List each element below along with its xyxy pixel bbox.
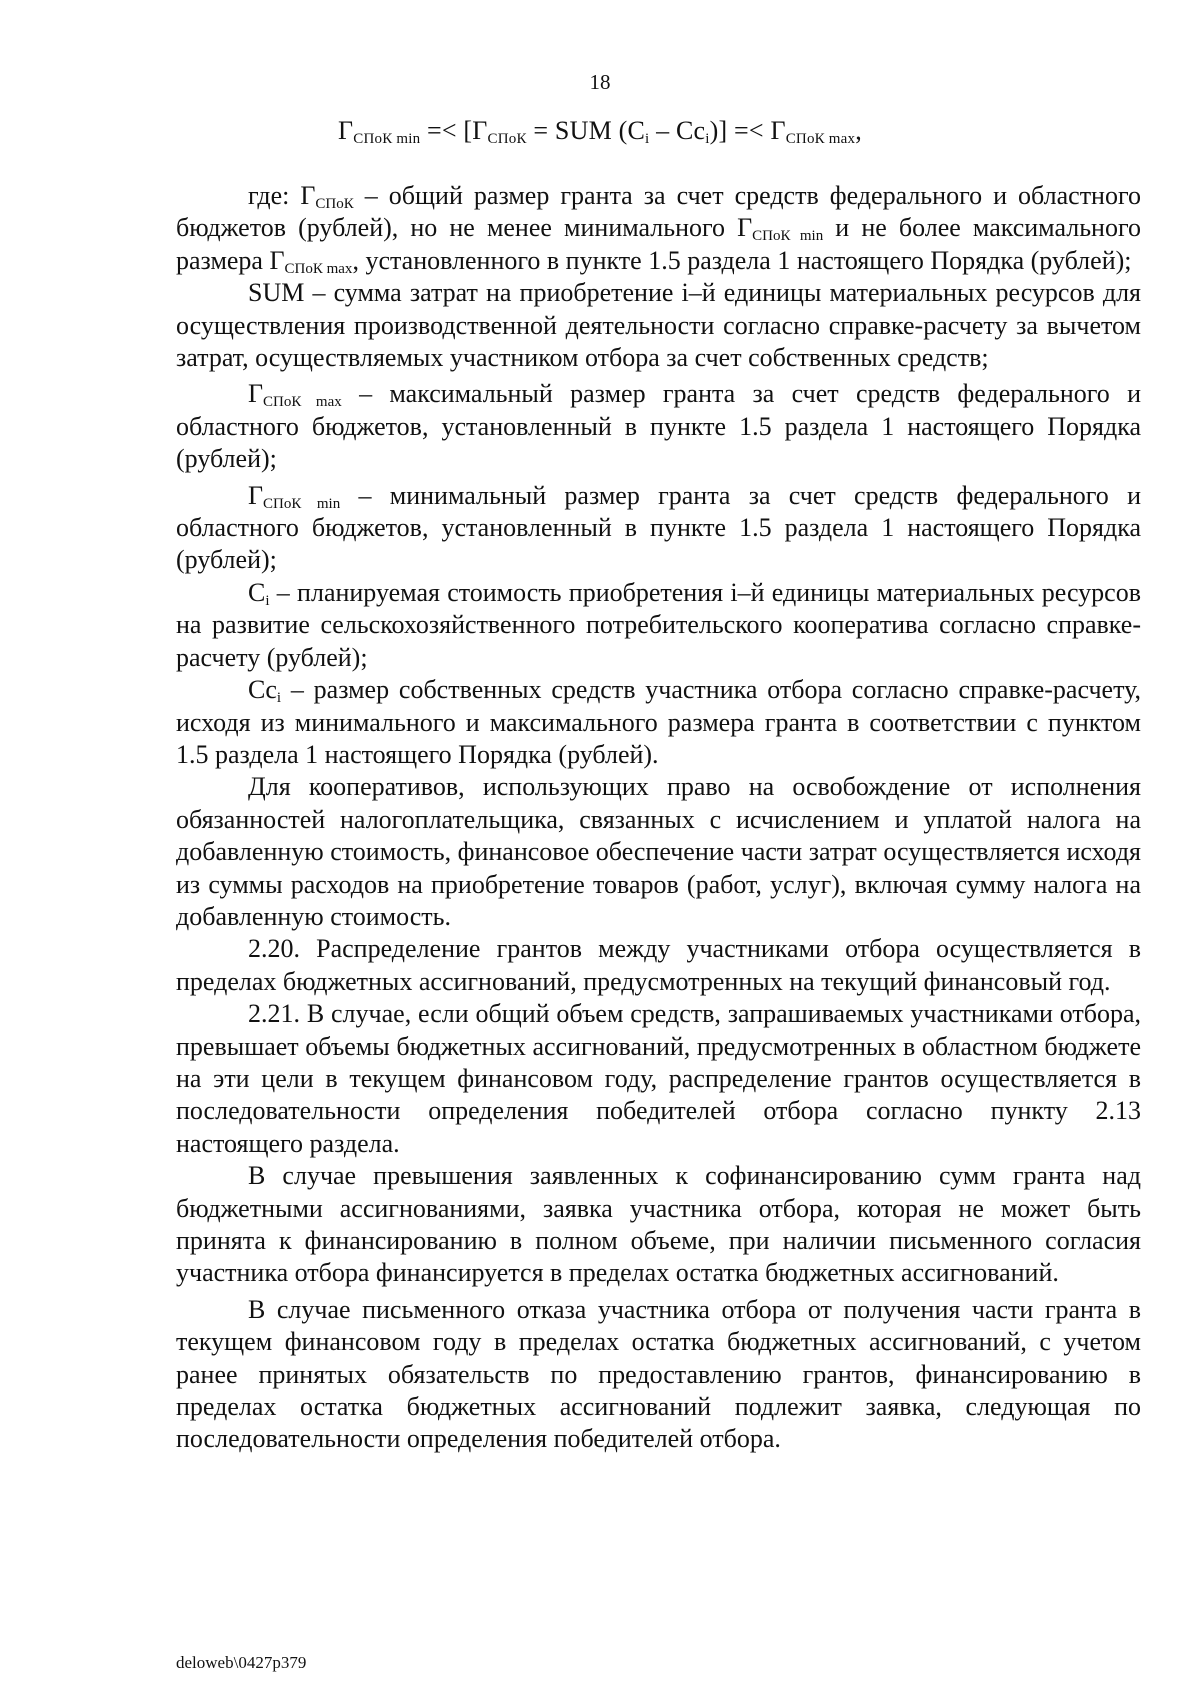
paragraph-vat: Для кооперативов, использующих право на освобождение от исполнения обязанностей налогоплательщика, связанных с исчислением и уплатой налога на добавленную стоимость, финансовое обеспечение части затрат осуществляется исходя из суммы расходов на приобретение товаров (работ, услуг), включая сумму налога на добавленную стоимость. [176, 772, 1141, 931]
document-body [176, 180, 1141, 1456]
definition-ci: $C_i$ – планируемая стоимость приобретения i–й единицы материальных ресурсов на развитие сельскохозяйственного потребительского кооператива согласно справке-расчету (рублей); [176, 577, 1141, 672]
document-footer-code: deloweb\0427p379 [176, 1653, 307, 1672]
definition-gspok-max: $Г_{СПоК max}$ – максимальный размер гранта за счет средств федерального и областного бюджетов, установленный в пункте 1.5 раздела 1 настоящего Порядка (рублей); [176, 379, 1141, 474]
paragraph-2-20: 2.20. Распределение грантов между участниками отбора осуществляется в пределах бюджетных ассигнований, предусмотренных на текущий финансовый год. [176, 934, 1141, 996]
paragraph-refusal: В случае письменного отказа участника отбора от получения части гранта в текущем финансовом году в пределах остатка бюджетных ассигнований, с учетом ранее принятых обязательств по предоставлению грантов, финансированию в пределах остатка бюджетных ассигнований подлежит заявка, следующая по последовательности определения победителей отбора. [176, 1294, 1141, 1454]
page-number: 18 [589, 70, 611, 94]
definition-cci: $Cc_i$ – размер собственных средств участника отбора согласно справке-расчету, исходя из минимального и максимального размера гранта в соответствии с пунктом 1.5 раздела 1 настоящего Порядка (рублей). [176, 675, 1141, 769]
grant-size-formula: $Г_{СПоК min} =< [Г_{СПоК}$ = SUM $(C_i - Cc_i)] =< Г_{СПоК max}$, [338, 116, 862, 147]
definition-sum: SUM – сумма затрат на приобретение i–й единицы материальных ресурсов для осуществления производственной деятельности согласно справке-расчету за вычетом затрат, осуществляемых участником отбора за счет собственных средств; [176, 278, 1141, 373]
paragraph-excess: В случае превышения заявленных к софинансированию сумм гранта над бюджетными ассигнованиями, заявка участника отбора, которая не может быть принята к финансированию в полном объеме, при наличии письменного согласия участника отбора финансируется в пределах остатка бюджетных ассигнований. [176, 1161, 1141, 1288]
definition-gspok-min: $Г_{СПоК min}$ – минимальный размер гранта за счет средств федерального и областного бюджетов, установленный в пункте 1.5 раздела 1 настоящего Порядка (рублей); [176, 480, 1141, 575]
definition-gspok: где: $Г_{СПоК}$ – общий размер гранта за счет средств федерального и областного бюджетов (рублей), но не менее минимального $Г_{СПоК min}$ и не более максимального размера $Г_{СПоК max}$, установленного в пункте 1.5 раздела 1 настоящего Порядка (рублей); [176, 181, 1141, 277]
paragraph-2-21: 2.21. В случае, если общий объем средств, запрашиваемых участниками отбора, превышает объемы бюджетных ассигнований, предусмотренных в областном бюджете на эти цели в текущем финансовом году, распределение грантов осуществляется в последовательности определения победителей отбора согласно пункту 2.13 настоящего раздела. [176, 999, 1141, 1158]
